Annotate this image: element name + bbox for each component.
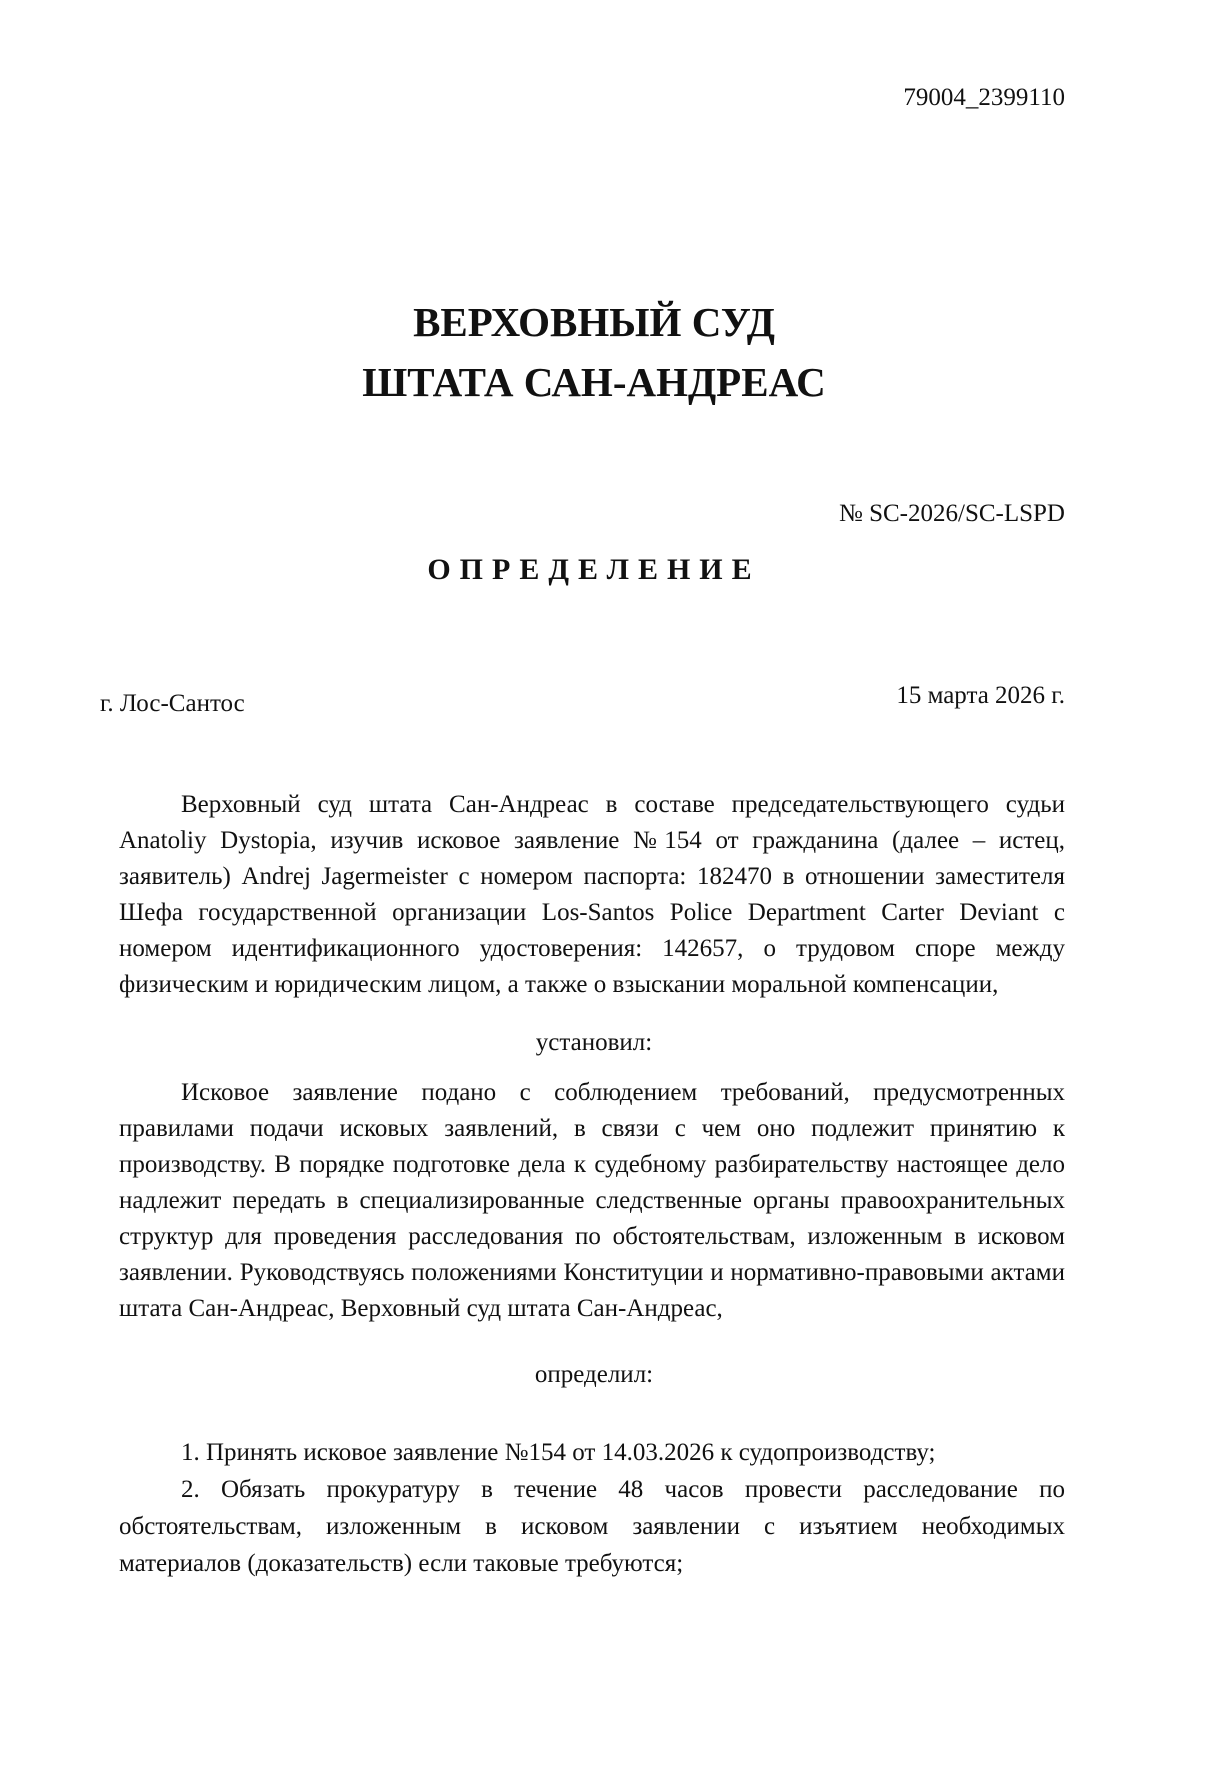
document-body — [119, 787, 1065, 1582]
decision-item: 1. Принять исковое заявление №154 от 14.03.2026 к судопроизводству; — [181, 1439, 936, 1466]
decisions-list — [119, 1434, 1065, 1582]
court-title — [0, 292, 1188, 412]
court-title-line2: ШТАТА САН-АНДРЕАС — [362, 359, 826, 405]
established-paragraph: Исковое заявление подано с соблюдением требований, предусмотренных правилами подачи исковых заявлений, в связи с чем оно подлежит принятию к производству. В порядке подготовке дела к судебному разбирательству настоящее дело надлежит передать в специализированные следственные органы правоохранительных структур для проведения расследования по обстоятельствам, изложенным в исковом заявлении. Руководствуясь положениями Конституции и нормативно-правовыми актами штата Сан-Андреас, Верховный суд штата Сан-Андреас, — [119, 1079, 1065, 1322]
document-id: 79004_2399110 — [903, 84, 1065, 111]
document-type-heading: ОПРЕДЕЛЕНИЕ — [427, 553, 761, 586]
established-heading: установил: — [535, 1029, 653, 1056]
case-number: № SC-2026/SC-LSPD — [839, 500, 1065, 527]
document-date: 15 марта 2026 г. — [896, 682, 1065, 709]
decision-item: 2. Обязать прокуратуру в течение 48 часов провести расследование по обстоятельствам, изложенным в исковом заявлении с изъятием необходимых материалов (доказательств) если таковые требуются; — [119, 1476, 1065, 1577]
court-title-line1: ВЕРХОВНЫЙ СУД — [413, 299, 775, 345]
city: г. Лос-Сантос — [100, 690, 245, 717]
intro-paragraph: Верховный суд штата Сан-Андреас в составе председательствующего судьи Anatoliy Dystopia, изучив исковое заявление №154 от гражданина (далее – истец, заявитель) Andrej Jagermeister с номером паспорта: 182470 в отношении заместителя Шефа государственной организации Los-Santos Police Department Carter Deviant с номером идентификационного удостоверения: 142657, о трудовом споре между физическим и юридическим лицом, а также о взыскании моральной компенсации, — [119, 791, 1065, 998]
decided-heading: определил: — [534, 1361, 654, 1388]
